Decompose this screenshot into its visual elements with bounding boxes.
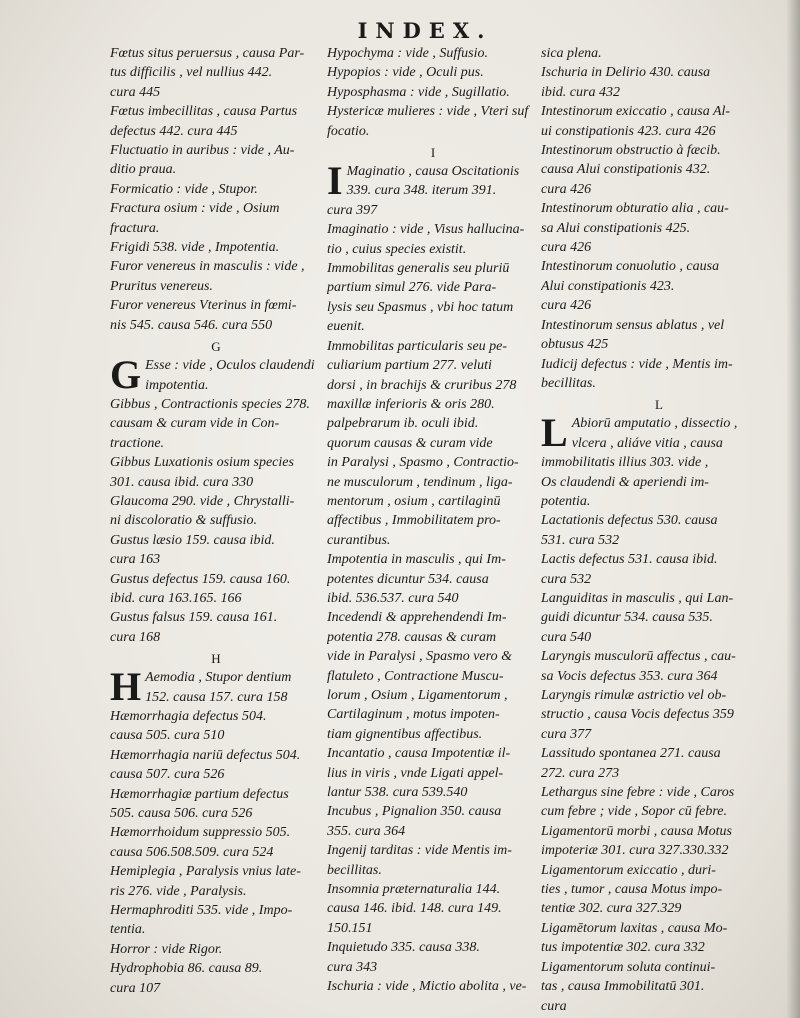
index-entry [327,83,539,102]
entry-line: in Paralysi , Spasmo , Contractio- [327,455,519,471]
entry-line: Fractura osium : vide , Osium [110,201,280,217]
entry-line: 531. cura 532 [541,532,620,548]
index-entry [327,744,539,802]
entry-line: tio , cuius species existit. [327,241,467,257]
index-entry [110,901,322,940]
entry-line: Fœtus situs peruersus , causa Par- [110,46,305,61]
index-entry [327,63,539,82]
index-entry [110,492,322,531]
header-title: INDEX. [357,18,493,43]
entry-line: Hypochyma : vide , Suffusio. [327,46,488,61]
entry-line: cura 445 [110,84,161,100]
entry-line: ui constipationis 423. cura 426 [541,123,716,139]
entry-line: sa Vocis defectus 353. cura 364 [541,668,718,684]
entry-line: cura 532 [541,571,592,587]
entry-line: Languiditas in masculis , qui Lan- [541,590,734,606]
entry-line: causa 505. cura 510 [110,728,225,744]
entry-line: euenit. [327,319,365,335]
section-letter: L [655,397,663,413]
entry-line: focatio. [327,123,370,139]
index-entry [327,220,539,259]
entry-line: Intestinorum obstructio à fæcib. [541,143,721,159]
entry-line: Os claudendi & aperiendi im- [541,474,709,490]
index-entry [110,959,322,998]
entry-line: affectibus , Immobilitatem pro- [327,513,501,529]
entry-line: Intestinorum conuolutio , causa [541,259,720,275]
entry-line: Gustus defectus 159. causa 160. [110,571,291,587]
index-entry [110,44,322,102]
section-letter: H [211,651,221,667]
entry-line: 301. causa ibid. cura 330 [110,474,254,490]
entry-line: cura 163 [110,552,161,568]
index-entry [110,257,322,296]
entry-line: Glaucoma 290. vide , Chrystalli- [110,493,295,509]
entry-line: Impotentia in masculis , qui Im- [327,552,506,568]
entry-line: Furor venereus Vterinus in fœmi- [110,298,297,314]
entry-line: tentia. [110,922,146,938]
entry-line: Hemiplegia , Paralysis vnius late- [110,864,301,880]
page-edge-shadow [786,0,800,1018]
entry-line: ni discoloratio & suffusio. [110,513,258,529]
entry-line: cura 377 [541,726,592,742]
entry-line: Laryngis rimulæ astrictio vel ob- [541,688,727,703]
entry-line: Hæmorrhagia nariū defectus 504. [110,747,301,763]
entry-line: Furor venereus in masculis : vide , [110,259,305,275]
entry-line: lysis seu Spasmus , vbi hoc tatum [327,299,514,315]
index-entry [110,570,322,609]
index-entry [110,823,322,862]
entry-line: becillitas. [327,862,382,878]
entry-line: ris 276. vide , Paralysis. [110,883,247,899]
entry-line: impoteriæ 301. cura 327.330.332 [541,843,729,859]
index-entry [110,940,322,959]
index-entry [110,296,322,335]
entry-line: Lethargus sine febre : vide , Caros [541,785,735,801]
drop-cap: L [541,414,568,456]
entry-line: Immobilitas generalis seu pluriū [327,261,510,277]
index-entry [541,199,777,257]
entry-line: Laryngis musculorū affectus , cau- [541,649,736,665]
entry-line: causa 146. ibid. 148. cura 149. [327,901,502,917]
drop-cap: H [110,668,142,707]
index-entry [541,257,777,315]
entry-line: fractura. [110,220,160,236]
entry-line: potentia. [541,493,591,509]
entry-line: Incantatio , causa Impotentiæ il- [327,746,511,762]
entry-line: Lactationis defectus 530. causa [541,513,718,529]
entry-line: Ligamentorū morbi , causa Motus [541,823,732,839]
entry-line: becillitas. [541,375,596,391]
entry-line: Hystericæ mulieres : vide , Vteri suf [327,104,529,120]
index-entry [110,608,322,647]
entry-line: causa 506.508.509. cura 524 [110,844,274,860]
index-entry [110,199,322,238]
entry-line: tus difficilis , vel nullius 442. [110,65,273,81]
drop-cap: I [327,162,343,204]
index-entry [541,511,777,550]
drop-cap: G [110,356,142,395]
entry-line: cura 426 [541,181,592,197]
index-entry [541,822,777,861]
entry-line: vlcera , aliáve vitia , causa [571,435,723,451]
entry-line: impotentia. [145,377,209,393]
index-entry [110,785,322,824]
index-entry [327,259,539,337]
index-entry [110,395,322,453]
index-entry [110,531,322,570]
index-entry [327,977,539,996]
index-entry [541,783,777,822]
index-entry [541,589,777,647]
entry-line: obtusus 425 [541,337,609,353]
entry-line: Immobilitas particularis seu pe- [327,338,508,354]
entry-line: Esse : vide , Oculos claudendi [145,358,315,374]
entry-line: causam & curam vide in Con- [110,416,280,432]
entry-line: immobilitatis illius 303. vide , [541,455,709,471]
index-entry [541,686,777,744]
entry-line: Frigidi 538. vide , Impotentia. [110,240,280,256]
entry-line: tractione. [110,435,165,451]
entry-line: Iudicij defectus : vide , Mentis im- [541,356,733,372]
index-entry [110,102,322,141]
index-entry [541,355,777,394]
entry-line: cura [541,998,567,1014]
entry-line: ditio praua. [110,162,177,178]
index-entry [327,550,539,608]
entry-line: lantur 538. cura 539.540 [327,785,468,801]
section-letter: G [211,339,221,355]
entry-line: cum febre ; vide , Sopor cū febre. [541,804,727,820]
entry-line: Fœtus imbecillitas , causa Partus [110,104,298,120]
entry-line: Horror : vide Rigor. [110,941,223,957]
entry-line: maxillæ inferioris & oris 280. [327,396,495,412]
entry-line: Hermaphroditi 535. vide , Impo- [110,903,293,919]
entry-line: Cartilaginum , motus impoten- [327,707,500,723]
entry-line: Ligamentorum soluta continui- [541,959,716,975]
index-entry [541,647,777,686]
index-column-3 [541,44,777,1016]
index-column-1 [110,44,322,1016]
entry-line: potentia 278. causas & curam [327,629,497,645]
entry-line: Ischuria : vide , Mictio abolita , ve- [327,979,527,995]
index-entry [327,44,539,63]
index-entry-initial [327,162,539,220]
section-letter: I [430,145,436,161]
entry-line: cura 426 [541,240,592,256]
index-entry-initial [110,356,322,395]
index-entry [541,550,777,589]
entry-line: causa 507. cura 526 [110,767,225,783]
index-entry [327,841,539,880]
entry-line: Lassitudo spontanea 271. causa [541,746,721,762]
entry-line: Hyposphasma : vide , Sugillatio. [327,84,510,100]
entry-line: tus impotentiæ 302. cura 332 [541,940,705,956]
entry-line: potentes dicuntur 534. causa [327,571,489,587]
entry-line: Intestinorum sensus ablatus , vel [541,317,725,333]
index-entry [327,938,539,977]
entry-line: Imaginatio : vide , Visus hallucina- [327,222,525,238]
entry-line: Formicatio : vide , Stupor. [110,181,258,197]
index-entry [541,102,777,141]
entry-line: Gustus falsus 159. causa 161. [110,610,278,626]
entry-line: Inquietudo 335. causa 338. [327,940,480,956]
entry-line: Ligamentorum exiccatio , duri- [541,862,716,878]
entry-line: ibid. cura 163.165. 166 [110,590,242,606]
index-entry-initial [541,414,777,511]
index-column-2 [327,44,539,1016]
index-entry [327,802,539,841]
entry-line: 272. cura 273 [541,765,620,781]
entry-line: Fluctuatio in auribus : vide , Au- [110,143,295,159]
index-entry [541,141,777,199]
entry-line: nis 545. causa 546. cura 550 [110,317,273,333]
entry-line: Alui constipationis 423. [541,278,675,294]
index-entry [327,880,539,938]
entry-line: lorum , Osium , Ligamentorum , [327,688,508,703]
entry-line: Intestinorum obturatio alia , cau- [541,201,729,217]
index-entry [327,337,539,550]
entry-line: cura 107 [110,980,161,996]
entry-line: culiarium partium 277. veluti [327,358,492,374]
index-entry [541,316,777,355]
entry-line: Pruritus venereus. [110,278,213,294]
entry-line: 150.151 [327,920,373,936]
entry-line: 355. cura 364 [327,823,406,839]
entry-line: 152. causa 157. cura 158 [145,689,288,705]
entry-line: Gibbus Luxationis osium species [110,455,294,471]
entry-line: cura 426 [541,298,592,314]
entry-line: lius in viris , vnde Ligati appel- [327,765,504,781]
index-entry [541,744,777,783]
entry-line: partium simul 276. vide Para- [327,280,497,296]
entry-line: guidi dicuntur 534. causa 535. [541,610,713,626]
entry-line: quorum causas & curam vide [327,435,493,451]
entry-line: mentorum , osium , cartilaginū [327,493,501,509]
index-entry [110,862,322,901]
entry-line: Incubus , Pignalion 350. causa [327,804,502,820]
index-entry [541,919,777,958]
entry-line: Insomnia præternaturalia 144. [327,882,501,898]
index-entry [110,180,322,199]
entry-line: Hæmorrhagia defectus 504. [110,709,267,724]
entry-line: Incedendi & apprehendendi Im- [327,610,507,626]
entry-line: 339. cura 348. iterum 391. [346,183,497,199]
index-entry [541,44,777,63]
index-entry [110,453,322,492]
entry-line: ne musculorum , tendinum , liga- [327,474,513,490]
index-entry [110,141,322,180]
entry-line: Ligamētorum laxitas , causa Mo- [541,920,728,936]
entry-line: Hæmorrhagiæ partium defectus [110,786,289,802]
entry-line: Aemodia , Stupor dentium [145,670,292,686]
entry-line: Ischuria in Delirio 430. causa [541,65,711,81]
page-header [0,18,800,46]
index-entry [541,861,777,919]
entry-line: Intestinorum exiccatio , causa Al- [541,104,731,120]
index-entry [541,63,777,102]
entry-line: Hæmorrhoidum suppressio 505. [110,825,291,841]
entry-line: Hydrophobia 86. causa 89. [110,961,263,977]
entry-line: vide in Paralysi , Spasmo vero & [327,649,512,665]
entry-line: causa Alui constipationis 432. [541,162,711,178]
index-entry [327,608,539,744]
entry-line: Lactis defectus 531. causa ibid. [541,552,718,568]
entry-line: Hypopios : vide , Oculi pus. [327,65,484,81]
entry-line: curantibus. [327,532,391,548]
entry-line: tiam gignentibus affectibus. [327,726,483,742]
entry-line: flatuleto , Contractione Muscu- [327,668,504,684]
entry-line: Gibbus , Contractionis species 278. [110,396,310,412]
entry-line: defectus 442. cura 445 [110,123,238,139]
index-entry [110,707,322,746]
index-entry [110,746,322,785]
entry-line: cura 343 [327,959,378,975]
entry-line: cura 540 [541,629,592,645]
entry-line: ties , tumor , causa Motus impo- [541,882,723,898]
entry-line: palpebrarum ib. oculi ibid. [327,416,479,432]
entry-line: Abiorū amputatio , dissectio , [571,416,738,432]
index-entry [110,238,322,257]
entry-line: 505. causa 506. cura 526 [110,806,253,822]
entry-line: structio , causa Vocis defectus 359 [541,707,734,723]
entry-line: tas , causa Immobilitatū 301. [541,979,705,995]
entry-line: cura 397 [327,202,378,218]
entry-line: sica plena. [541,46,602,61]
entry-line: cura 168 [110,629,161,645]
entry-line: tentiæ 302. cura 327.329 [541,901,682,917]
entry-line: ibid. 536.537. cura 540 [327,590,459,606]
entry-line: dorsi , in brachijs & cruribus 278 [327,377,517,393]
index-entry [541,958,777,1016]
index-entry-initial [110,668,322,707]
entry-line: Maginatio , causa Oscitationis [346,164,520,180]
entry-line: Gustus læsio 159. causa ibid. [110,532,275,548]
entry-line: sa Alui constipationis 425. [541,220,691,236]
entry-line: ibid. cura 432 [541,84,620,100]
index-entry [327,102,539,141]
entry-line: Ingenij tarditas : vide Mentis im- [327,843,512,859]
